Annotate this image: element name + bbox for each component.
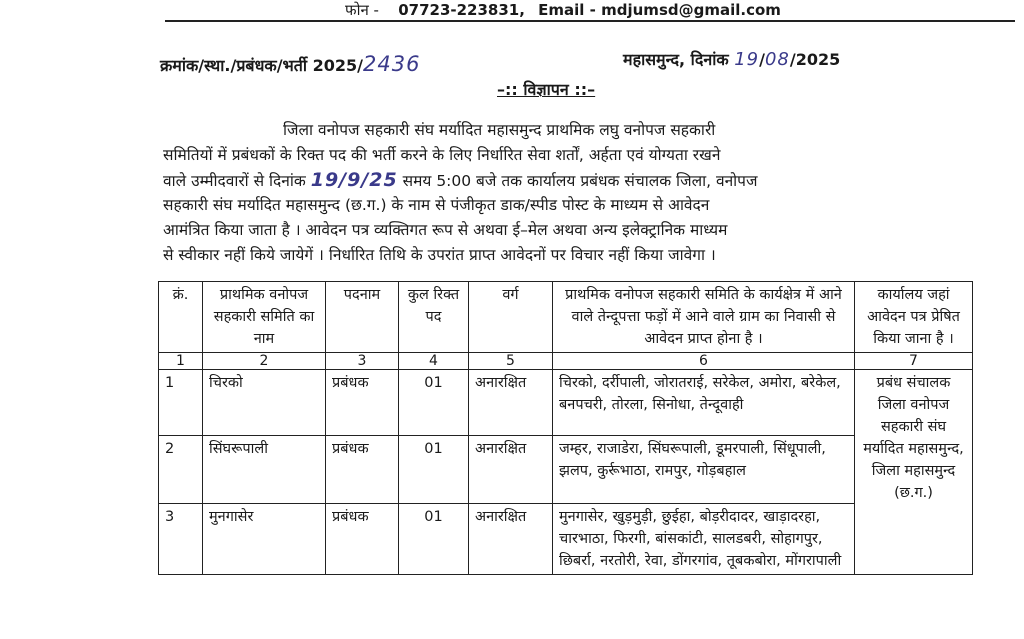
column-number: 5 [469, 353, 553, 370]
row-sno: 3 [159, 504, 203, 575]
phone-label: फोन - [345, 1, 379, 19]
document-title: –:: विज्ञापन ::– [497, 80, 596, 99]
row-category: अनारक्षित [469, 436, 553, 504]
row-post: प्रबंधक [326, 436, 399, 504]
reference-prefix: क्रमांक/स्था./प्रबंधक/भर्ती 2025/ [160, 56, 363, 75]
row-category: अनारक्षित [469, 504, 553, 575]
row-society: चिरको [203, 370, 326, 436]
table-header-row [159, 282, 973, 353]
office-address: प्रबंध संचालक जिला वनोपज सहकारी संघ मर्यादित महासमुन्द, जिला महासमुन्द (छ.ग.) [855, 370, 973, 575]
row-society: मुनगासेर [203, 504, 326, 575]
row-vacancies: 01 [399, 436, 469, 504]
paragraph-line-5: आमंत्रित किया जाता है । आवेदन पत्र व्यक्तिगत रूप से अथवा ई–मेल अथवा अन्य इलेक्ट्रानिक माध्यम [163, 221, 728, 239]
column-number-row [159, 353, 973, 370]
date-day: 19 [734, 49, 760, 70]
paragraph-line-3a: वाले उम्मीदवारों से दिनांक [163, 172, 306, 190]
last-date-handwritten: 19/9/25 [310, 169, 398, 191]
header-post: पदनाम [326, 282, 399, 353]
row-post: प्रबंधक [326, 370, 399, 436]
column-number: 7 [855, 353, 973, 370]
paragraph-line-3 [163, 168, 978, 194]
paragraph-line-3b: समय 5:00 बजे तक कार्यालय प्रबंधक संचालक जिला, वनोपज [402, 172, 758, 190]
row-vacancies: 01 [399, 370, 469, 436]
paragraph-line-6: से स्वीकार नहीं किये जायेगें । निर्धारित तिथि के उपरांत प्राप्त आवेदनों पर विचार नहीं किया जावेगा । [163, 246, 716, 264]
column-number: 4 [399, 353, 469, 370]
header-office: कार्यालय जहां आवेदन पत्र प्रेषित किया जाना है । [855, 282, 973, 353]
reference-number [160, 52, 420, 76]
row-category: अनारक्षित [469, 370, 553, 436]
row-post: प्रबंधक [326, 504, 399, 575]
place-label: महासमुन्द, दिनांक [623, 50, 729, 69]
row-sno: 1 [159, 370, 203, 436]
date-month: 08 [764, 49, 790, 70]
header-society: प्राथमिक वनोपज सहकारी समिति का नाम [203, 282, 326, 353]
header-sno: क्रं. [159, 282, 203, 353]
header-villages: प्राथमिक वनोपज सहकारी समिति के कार्यक्षेत्र में आने वाले तेन्दूपत्ता फड़ों में आने वाले ग्राम का निवासी से आवेदन प्राप्त होना है । [553, 282, 855, 353]
row-villages: चिरको, दर्रीपाली, जोरातराई, सरेकेल, अमोरा, बरेकेल, बनपचरी, तोरला, सिनोधा, तेन्दूवाही [553, 370, 855, 436]
place-date: महासमुन्द, दिनांक 19/08/2025 [623, 49, 841, 70]
date-year: 2025 [795, 50, 841, 69]
header-divider [165, 20, 1015, 22]
column-number: 6 [553, 353, 855, 370]
table-row [159, 504, 973, 575]
column-number: 2 [203, 353, 326, 370]
row-sno: 2 [159, 436, 203, 504]
table-row [159, 436, 973, 504]
row-villages: जम्हर, राजाडेरा, सिंघरूपाली, डूमरपाली, सिंधूपाली, झलप, कुर्रूभाठा, रामपुर, गोड़बहाल [553, 436, 855, 504]
paragraph-line-4: सहकारी संघ मर्यादित महासमुन्द (छ.ग.) के नाम से पंजीकृत डाक/स्पीड पोस्ट के माध्यम से आवेदन [163, 196, 710, 214]
row-villages: मुनगासेर, खुड़मुड़ी, छुईहा, बोड़रीदादर, खाड़ादरहा, चारभाठा, फिरगी, बांसकांटी, सालडबरी, सोहागपुर, छिबर्रा, नरतोरी, रेवा, डोंगरगांव, तूबकबोरा, मोंगरापाली [553, 504, 855, 575]
reference-handwritten-number: 2436 [363, 52, 421, 76]
email: Email - mdjumsd@gmail.com [538, 1, 781, 19]
contact-line [345, 0, 781, 20]
vacancy-table [158, 281, 973, 575]
paragraph-line-1: जिला वनोपज सहकारी संघ मर्यादित महासमुन्द प्राथमिक लघु वनोपज सहकारी [283, 121, 716, 139]
row-vacancies: 01 [399, 504, 469, 575]
paragraph-line-2: समितियों में प्रबंधकों के रिक्त पद की भर्ती करने के लिए निर्धारित सेवा शर्तों, अर्हता एवं योग्यता रखने [163, 146, 721, 164]
header-category: वर्ग [469, 282, 553, 353]
phone-number: 07723-223831, [398, 1, 525, 19]
header-vacancies: कुल रिक्त पद [399, 282, 469, 353]
table-row [159, 370, 973, 436]
column-number: 1 [159, 353, 203, 370]
column-number: 3 [326, 353, 399, 370]
row-society: सिंघरूपाली [203, 436, 326, 504]
